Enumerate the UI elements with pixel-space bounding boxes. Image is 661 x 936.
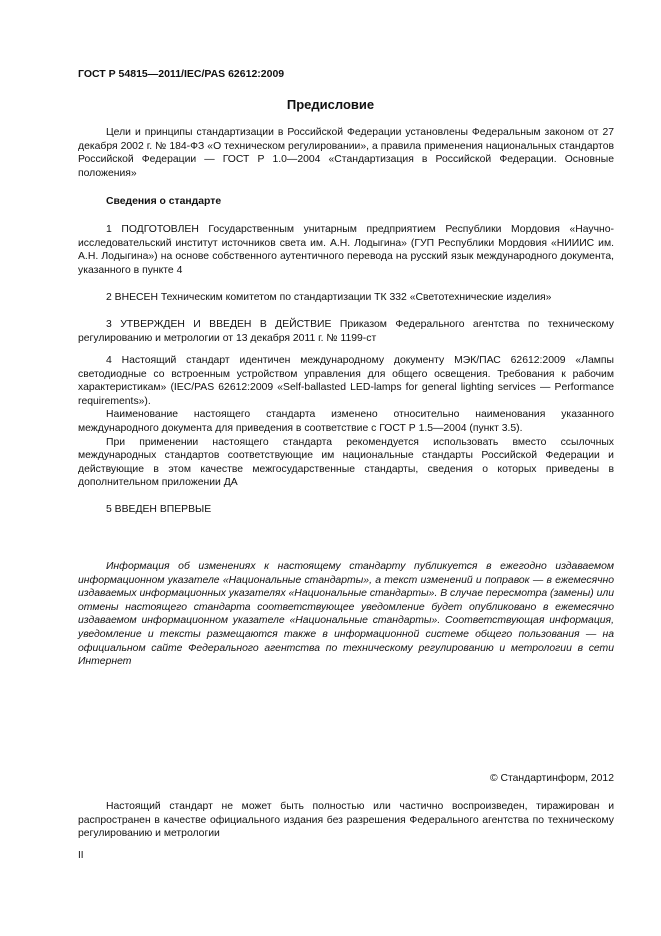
change-notice [78,560,614,669]
item-5-text: 5 ВВЕДЕН ВПЕРВЫЕ [106,504,212,515]
item-1-text: 1 ПОДГОТОВЛЕН Государственным унитарным предприятием Республики Мордовия «Научно-исследовательский институт источников света им. А.Н. Лодыгина» (ГУП Республики Мордовия «НИИИС им. А.Н. Лодыгина») на основе собственного аутентичного перевода на русский язык международного документа, указанного в пункте 4 [78,224,614,276]
item-3-text: 3 УТВЕРЖДЕН И ВВЕДЕН В ДЕЙСТВИЕ Приказом Федерального агентства по техническому регулированию и метрологии от 13 декабря 2011 г. № 1199-ст [78,319,614,344]
copyright-line: © Стандартинформ, 2012 [489,773,614,784]
change-notice-text: Информация об изменениях к настоящему стандарту публикуется в ежегодно издаваемом информационном указателе «Национальные стандарты», а текст изменений и поправок — в ежемесячно издаваемых информационных указателях «Национальные стандарты». В случае пересмотра (замены) или отмены настоящего стандарта соответствующее уведомление будет опубликовано в ежемесячно издаваемом информационном указателе «Национальные стандарты». Соответствующая информация, уведомление и тексты размещаются также в информационной системе общего пользования — на официальном сайте Федерального агентства по техническому регулированию и метрологии в сети Интернет [78,561,614,668]
item-4-text: 4 Настоящий стандарт идентичен международному документу МЭК/ПАС 62612:2009 «Лампы светодиодные со встроенным устройством управления для общего освещения. Требования к рабочим характеристикам» (IEC/PAS 62612:2009 «Self-ballasted LED-lamps for general lighting services — Performance requirements»). [78,355,614,407]
intro-paragraph [78,126,614,180]
item-1 [78,223,614,277]
item-5 [78,503,614,517]
intro-text: Цели и принципы стандартизации в Российской Федерации установлены Федеральным законом от 27 декабря 2002 г. № 184-ФЗ «О техническом регулировании», а правила применения национальных стандартов Российской Федерации — ГОСТ Р 1.0—2004 «Стандартизация в Российской Федерации. Основные положения» [78,127,614,179]
document-header: ГОСТ Р 54815—2011/IEC/PAS 62612:2009 [78,68,285,80]
item-4-paragraph-2: Наименование настоящего стандарта изменено относительно наименования указанного международного документа для приведения в соответствие с ГОСТ Р 1.5—2004 (пункт 3.5). [78,409,614,434]
standard-info-heading: Сведения о стандарте [106,196,222,207]
item-2 [78,291,614,305]
item-4-paragraph-3: При применении настоящего стандарта рекомендуется использовать вместо ссылочных международных стандартов соответствующие им национальные стандарты Российской Федерации и действующие в этом качестве межгосударственные стандарты, сведения о которых приведены в дополнительном приложении ДА [78,436,614,489]
item-2-text: 2 ВНЕСЕН Техническим комитетом по стандартизации ТК 332 «Светотехнические изделия» [106,292,552,303]
item-3 [78,318,614,345]
reproduction-notice-text: Настоящий стандарт не может быть полностью или частично воспроизведен, тиражирован и распространен в качестве официального издания без разрешения Федерального агентства по техническому регулированию и метрологии [78,801,614,840]
item-4 [78,354,614,490]
page-number: II [78,850,84,861]
page-title: Предисловие [286,97,375,112]
reproduction-notice [78,800,614,841]
